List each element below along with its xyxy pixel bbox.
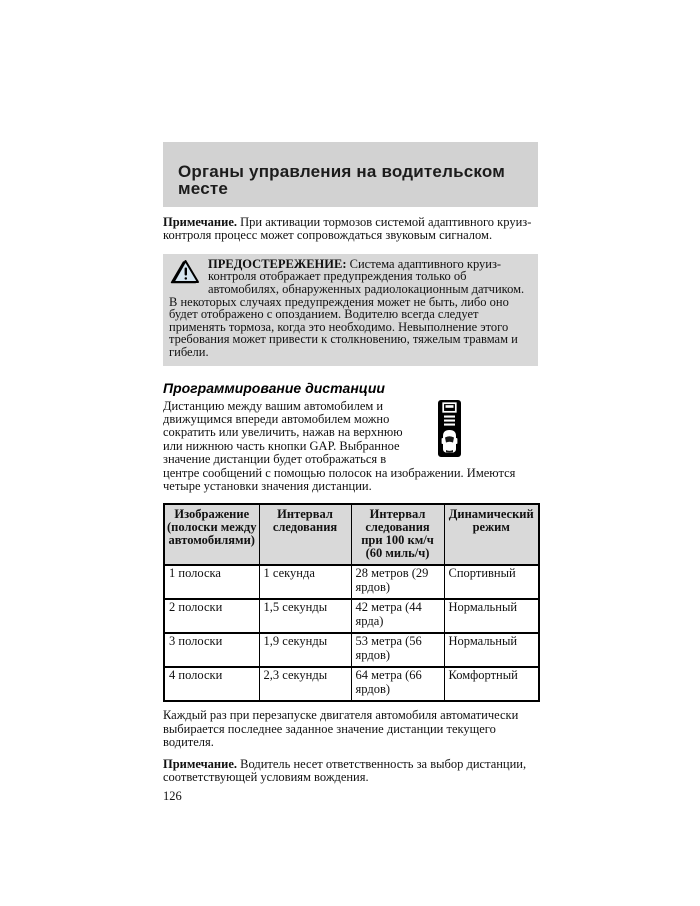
table-row: [164, 599, 539, 633]
table-cell: 2 полоски: [164, 599, 259, 633]
table-cell: 2,3 секунды: [259, 667, 351, 701]
table-row: [164, 565, 539, 599]
after-table-paragraph: Каждый раз при перезапуске двигателя автомобиля автоматически выбирается последнее заданное значение дистанции текущего водителя.: [163, 708, 519, 750]
warning-label: ПРЕДОСТЕРЕЖЕНИЕ:: [208, 256, 347, 271]
page-number: 126: [163, 789, 182, 804]
page-section-title: Органы управления на водительском месте: [178, 162, 506, 198]
page-content: [163, 142, 538, 803]
table-header-cell: Интервал следования при 100 км/ч (60 миль/ч): [351, 504, 444, 565]
note-label: Примечание.: [163, 756, 238, 771]
subsection-heading: Программирование дистанции: [163, 379, 385, 396]
note-paragraph-1: [163, 216, 538, 243]
table-header-row: [164, 504, 539, 565]
gap-body-paragraph: [163, 400, 538, 494]
table-row: [164, 667, 539, 701]
distance-settings-table: [163, 503, 540, 702]
table-row: [164, 633, 539, 667]
note-paragraph-2: [163, 758, 538, 785]
table-cell: Спортивный: [444, 565, 539, 599]
table-cell: 42 метра (44 ярда): [351, 599, 444, 633]
table-cell: Нормальный: [444, 633, 539, 667]
note-text: При активации тормозов системой адаптивного круиз-контроля процесс может сопровождаться звуковым сигналом.: [163, 215, 532, 243]
warning-box: [163, 254, 538, 366]
table-cell: 4 полоски: [164, 667, 259, 701]
table-cell: 3 полоски: [164, 633, 259, 667]
table-cell: Комфортный: [444, 667, 539, 701]
table-header-cell: Интервал следования: [259, 504, 351, 565]
table-cell: 1 полоска: [164, 565, 259, 599]
table-cell: 1 секунда: [259, 565, 351, 599]
note-text: Водитель несет ответственность за выбор дистанции, соответствующей условиям вождения.: [163, 756, 527, 785]
gap-body-text: Дистанцию между вашим автомобилем и движущимся впереди автомобилем можно сократить или увеличить, нажав на верхнюю или нижнюю часть кнопки GAP. Выбранное значение дистанции будет отображаться в центре сообщений с помощью полосок на изображении. Имеются четыре установки значения дистанции.: [163, 398, 516, 493]
gap-button-icon: [438, 400, 461, 457]
table-cell: 28 метров (29 ярдов): [351, 565, 444, 599]
table-header-cell: Динамический режим: [444, 504, 539, 565]
table-cell: 1,9 секунды: [259, 633, 351, 667]
table-header-cell: Изображение (полоски между автомобилями): [164, 504, 259, 565]
table-cell: Нормальный: [444, 599, 539, 633]
table-cell: 1,5 секунды: [259, 599, 351, 633]
warning-triangle-icon: [169, 259, 203, 285]
section-title-bar: [163, 142, 538, 207]
table-cell: 53 метра (56 ярдов): [351, 633, 444, 667]
gap-icon-container: [404, 400, 538, 462]
table-cell: 64 метра (66 ярдов): [351, 667, 444, 701]
warning-text: Система адаптивного круиз-контроля отображает предупреждения только об автомобилях, обнаруженных радиолокационным датчиком. В некоторых случаях предупреждения может не быть, либо оно будет отображено с опозданием. Водителю всегда следует применять тормоза, когда это необходимо. Невыполнение этого требования может привести к столкновению, тяжелым травмам и гибели.: [169, 256, 525, 359]
note-label: Примечание.: [163, 215, 238, 229]
